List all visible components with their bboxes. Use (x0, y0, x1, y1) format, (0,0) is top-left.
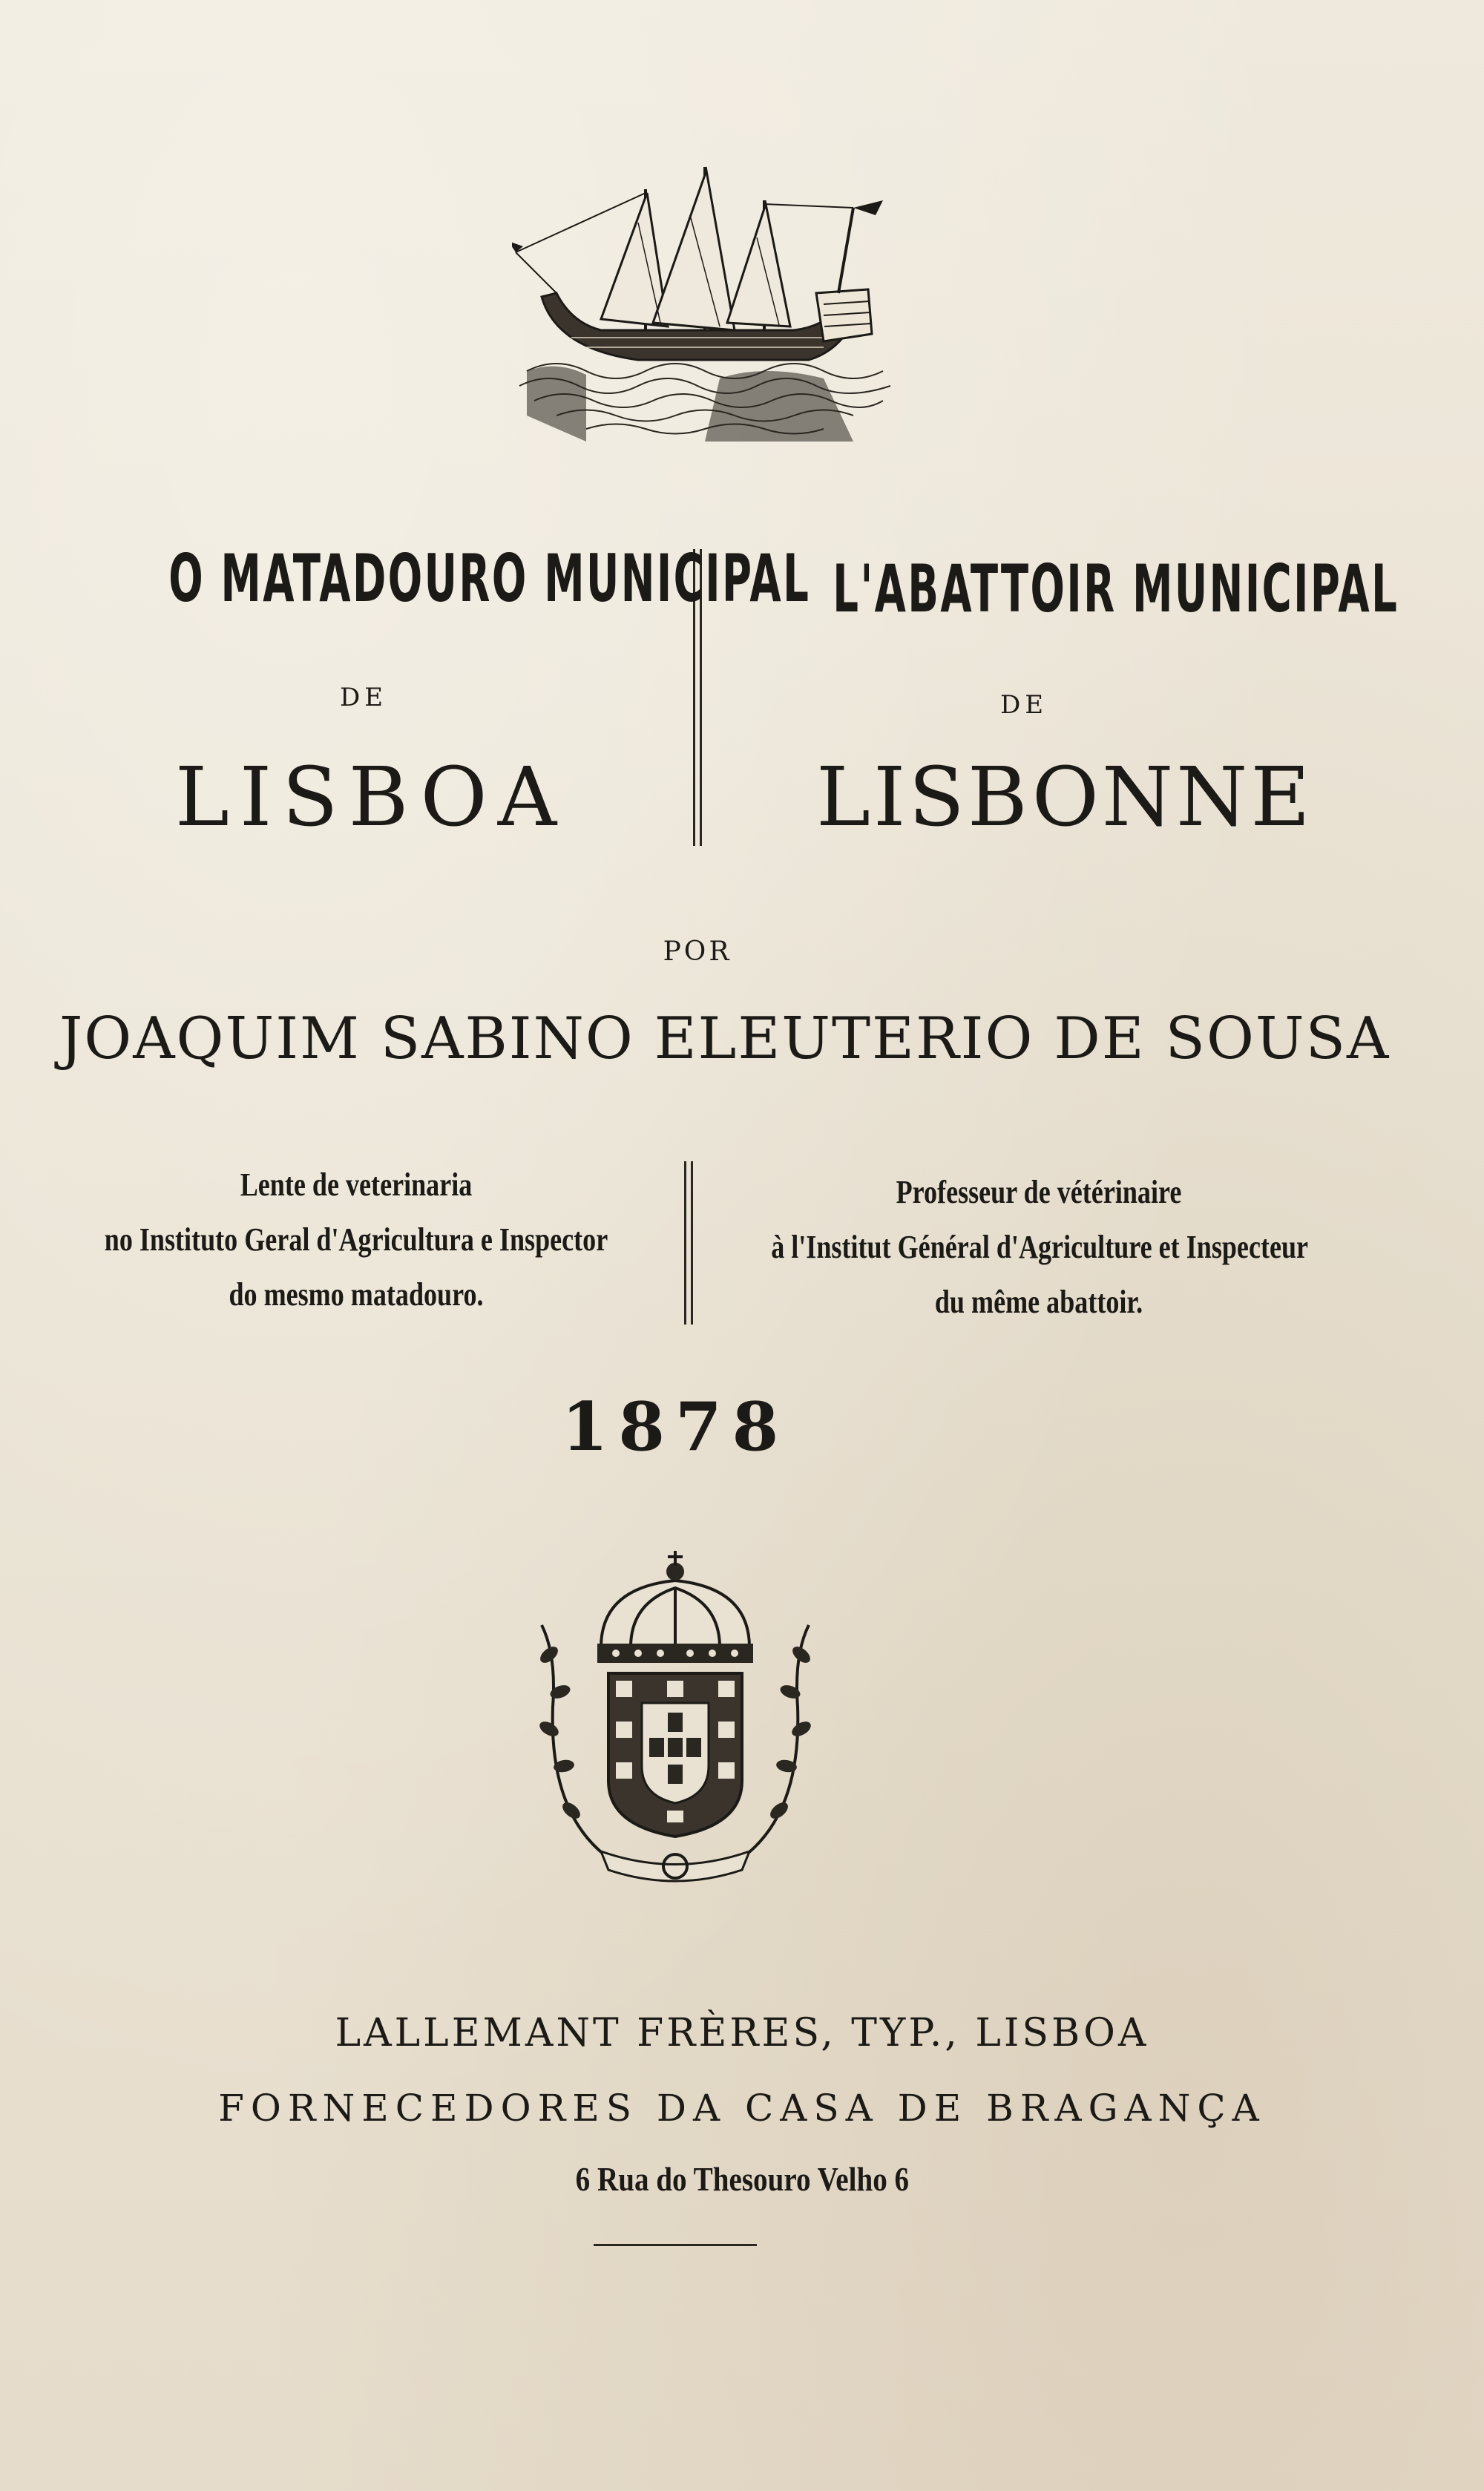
address-text: 6 Rua do Thesouro Velho 6 (575, 2160, 909, 2198)
author-description-french (712, 1165, 1365, 1330)
author-description-portuguese (37, 1158, 675, 1322)
title-french-de: DE (999, 690, 1048, 720)
description-line: Lente de veterinaria (240, 1166, 473, 1203)
title-portuguese-de: DE (339, 683, 388, 712)
title-french-city: LISBONNE (816, 749, 1313, 844)
address-line (371, 2159, 1113, 2199)
publication-year: 1878 (561, 1388, 789, 1466)
description-line: Professeur de vétérinaire (896, 1174, 1182, 1210)
title-portuguese-city: LISBOA (174, 749, 568, 844)
caravel-ship-icon (512, 148, 905, 445)
by-label: POR (663, 936, 732, 967)
closing-rule (594, 2244, 757, 2246)
description-line: do mesmo matadouro. (229, 1276, 484, 1313)
portuguese-royal-coat-of-arms-icon (519, 1543, 831, 1900)
author-name: JOAQUIM SABINO ELEUTERIO DE SOUSA (59, 1005, 1391, 1072)
description-divider (684, 1161, 693, 1325)
description-line: à l'Institut Général d'Agriculture et Inspecteur (771, 1229, 1309, 1265)
supplier-line: FORNECEDORES DA CASA DE BRAGANÇA (218, 2087, 1266, 2130)
description-line: du même abattoir. (934, 1284, 1143, 1320)
title-french-main: L'ABATTOIR MUNICIPAL (833, 551, 1399, 627)
printer-line: LALLEMANT FRÈRES, TYP., LISBOA (335, 2011, 1149, 2055)
description-line: no Instituto Geral d'Agricultura e Inspector (104, 1221, 608, 1258)
title-portuguese-main: O MATADOURO MUNICIPAL (168, 540, 811, 617)
